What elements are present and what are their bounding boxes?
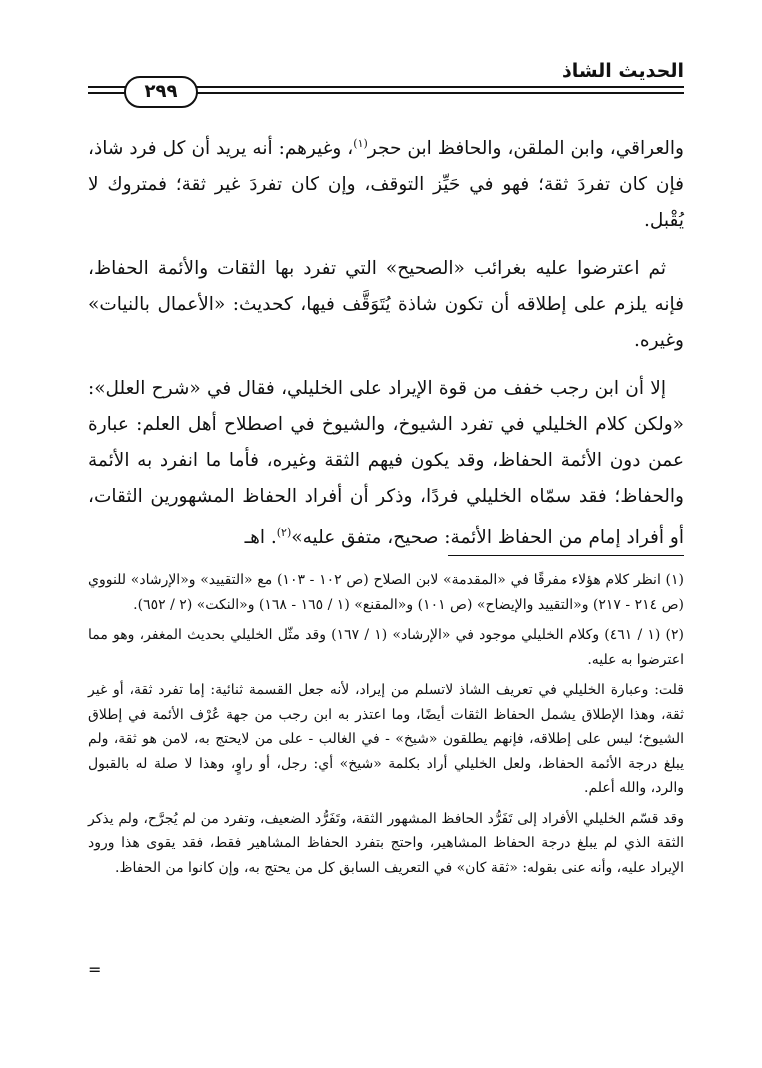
page-number-badge: ٢٩٩	[124, 76, 198, 108]
page-header	[88, 60, 684, 108]
footnote-ref-2: (٢)	[276, 526, 292, 540]
footnote-2-note-cont: وقد قسّم الخليلي الأفراد إلى تَفَرُّد الحافظ المشهور الثقة، وتَفَرُّد الضعيف، وتفرد من لم يُجرَّح، ولم يذكر الثقة الذي لم يبلغ درجة الحفاظ المشاهير، واحتج بتفرد الحفاظ المشاهير فقط، فقد يقوى هذا ورود الإيراد عليه، وأنه عنى بقوله: «ثقة كان» في التعريف السابق كل من يحتج به، وإن كانوا من الحفاظ.	[88, 810, 684, 876]
footnotes	[88, 568, 684, 886]
footnote-separator	[448, 555, 684, 556]
main-text	[88, 126, 684, 568]
paragraph-2: ثم اعترضوا عليه بغرائب «الصحيح» التي تفرد بها الثقات والأئمة الحفاظ، فإنه يلزم على إطلاقه أن تكون شاذة يُتَوَقَّف فيها، كحديث: «الأعمال بالنيات» وغيره.	[88, 258, 684, 352]
running-title: الحديث الشاذ	[561, 60, 684, 82]
footnote-2: (٢) (١ / ٤٦١) وكلام الخليلي موجود في «الإرشاد» (١ / ١٦٧) وقد مثّل الخليلي بحديث المغفر، وهو مما اعترضوا به عليه.	[88, 627, 684, 668]
footnote-ref-1: (١)	[353, 137, 368, 150]
paragraph-3: إلا أن ابن رجب خفف من قوة الإيراد على الخليلي، فقال في «شرح العلل»: «ولكن كلام الخليلي في تفرد الشيوخ، والشيوخ في اصطلاح أهل العلم: عبارة عمن دون الأئمة الحفاظ، وقد يكون فيهم الثقة وغيره، فأما ما انفرد به الأئمة والحفاظ؛ فقد سمّاه الخليلي فردًا، وذكر أن أفراد الحفاظ المشهورين الثقات، أو أفراد إمام من الحفاظ الأئمة: صحيح، متفق عليه»$^{(٢)}$. اهـ	[88, 378, 684, 549]
footnote-2-note: قلت: وعبارة الخليلي في تعريف الشاذ لاتسلم من إيراد، لأنه جعل القسمة ثنائية: إما تفرد ثقة، أو غير ثقة، وهذا الإطلاق يشمل الحفاظ الثقات أيضًا، وما اعتذر به ابن رجب من جهة عُرْف الأئمة في إطلاق الشيوخ؛ ليس على إطلاقه، فإنهم يطلقون «شيخ» - في الغالب - على من لايحتج به، لامن هو ثقة، ولم يبلغ درجة الأئمة الحفاظ، ولعل الخليلي أراد بكلمة «شيخ» أي: رجل، أو راوٍ، وهذا لا صلة له بالقبول والرد، والله أعلم.	[88, 682, 684, 796]
paragraph-1: والعراقي، وابن الملقن، والحافظ ابن حجر$^{(١)}$، وغيرهم: أنه يريد أن كل فرد شاذ، فإن كان تفردَ ثقة؛ فهو في حَيِّز التوقف، وإن كان تفردَ غير ثقة؛ فمتروك لا يُقْبل.	[88, 137, 684, 232]
footnote-1: (١) انظر كلام هؤلاء مفرقًا في «المقدمة» لابن الصلاح (ص ١٠٢ - ١٠٣) مع «التقييد» و«الإرشاد» للنووي (ص ٢١٤ - ٢١٧) و«التقييد والإيضاح» (ص ١٠١) و«المقنع» (١ / ١٦٥ - ١٦٨) و«النكت» (٢ / ٦٥٢).	[88, 572, 684, 613]
continuation-mark: =	[88, 960, 102, 979]
